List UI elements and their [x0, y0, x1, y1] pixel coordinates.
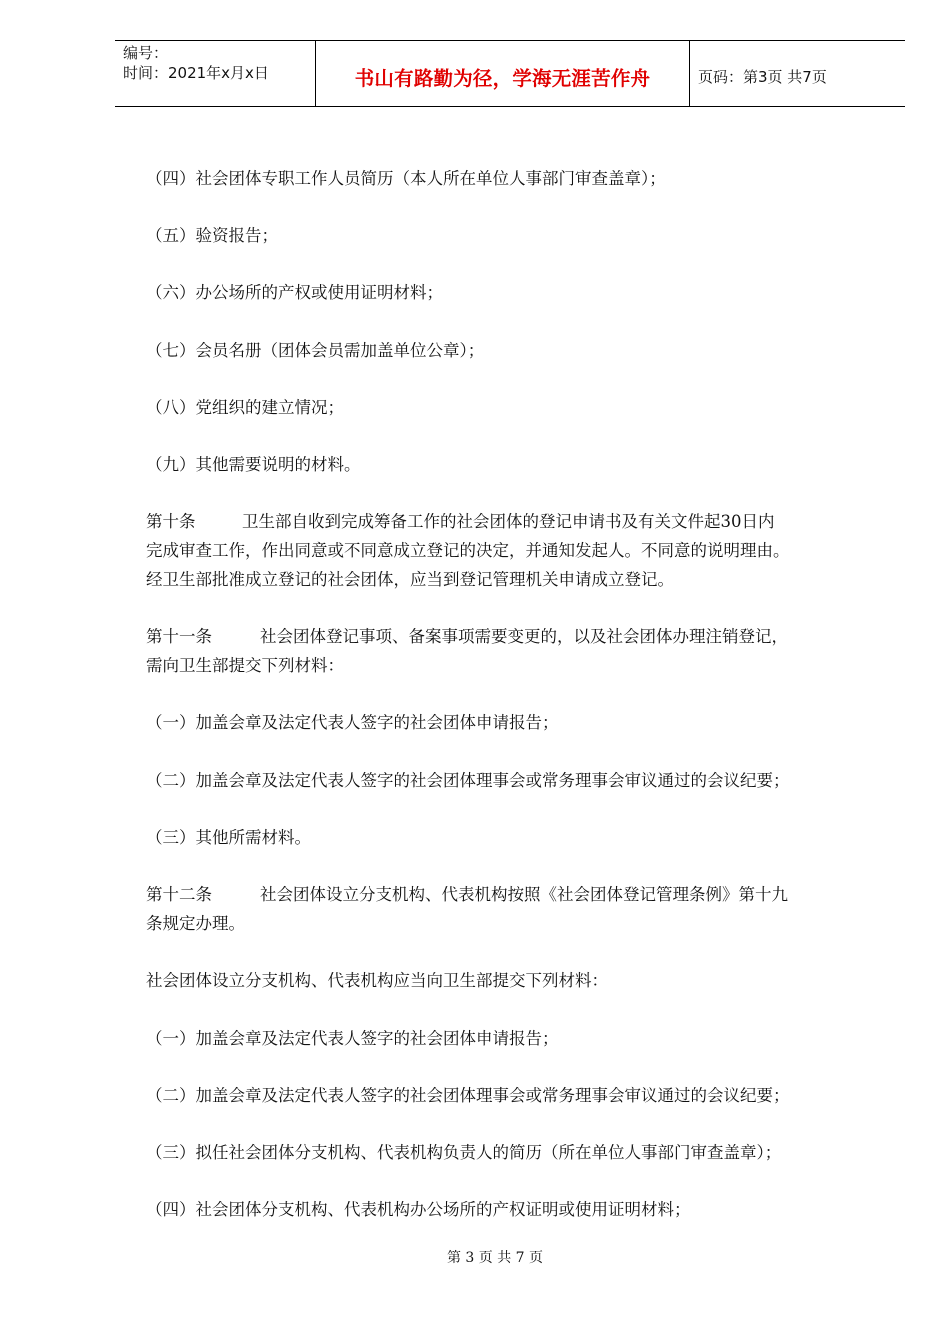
article-12-title: 第十二条 [146, 885, 212, 904]
article-10-line-1 [146, 511, 775, 533]
branch-item-2: （二）加盖会章及法定代表人签字的社会团体理事会或常务理事会审议通过的会议纪要； [146, 1086, 790, 1105]
item-6-office-proof: （六）办公场所的产权或使用证明材料； [146, 283, 443, 302]
branch-item-1: （一）加盖会章及法定代表人签字的社会团体申请报告； [146, 1029, 559, 1048]
item-4-staff-resume: （四）社会团体专职工作人员简历（本人所在单位人事部门审查盖章）； [146, 169, 666, 188]
item-5-capital-report: （五）验资报告； [146, 226, 278, 245]
header-motto-cell [315, 41, 690, 106]
article-11-line-2: 需向卫生部提交下列材料： [146, 656, 344, 675]
article-10-line-3: 经卫生部批准成立登记的社会团体，应当到登记管理机关申请成立登记。 [146, 570, 674, 589]
item-7-member-list: （七）会员名册（团体会员需加盖单位公章）； [146, 341, 485, 360]
branch-item-4: （四）社会团体分支机构、代表机构办公场所的产权证明或使用证明材料； [146, 1200, 691, 1219]
article-10-line-2: 完成审查工作，作出同意或不同意成立登记的决定，并通知发起人。不同意的说明理由。 [146, 541, 790, 560]
page-header [115, 40, 905, 107]
article-12-text-1: 社会团体设立分支机构、代表机构按照《社会团体登记管理条例》第十九 [260, 885, 788, 904]
change-item-1: （一）加盖会章及法定代表人签字的社会团体申请报告； [146, 713, 559, 732]
article-11-title: 第十一条 [146, 627, 212, 646]
page-footer: 第 3 页 共 7 页 [446, 1250, 544, 1266]
branch-item-3: （三）拟任社会团体分支机构、代表机构负责人的简历（所在单位人事部门审查盖章）； [146, 1143, 782, 1162]
change-item-2: （二）加盖会章及法定代表人签字的社会团体理事会或常务理事会审议通过的会议纪要； [146, 771, 790, 790]
header-number: 编号： [123, 44, 169, 62]
article-11-line-1 [146, 626, 788, 648]
change-item-3: （三）其他所需材料。 [146, 828, 311, 847]
header-time: 时间：2021年x月x日 [123, 64, 269, 82]
header-info [123, 43, 315, 83]
item-9-other: （九）其他需要说明的材料。 [146, 455, 361, 474]
article-10-text-1: 卫生部自收到完成筹备工作的社会团体的登记申请书及有关文件起30日内 [242, 512, 775, 531]
article-12-line-2: 条规定办理。 [146, 914, 245, 933]
article-10-title: 第十条 [146, 512, 196, 531]
article-12-line-1 [146, 884, 788, 906]
header-motto: 书山有路勤为径，学海无涯苦作舟 [354, 67, 651, 90]
header-page-number: 页码：第3页 共7页 [698, 68, 827, 86]
branch-intro: 社会团体设立分支机构、代表机构应当向卫生部提交下列材料： [146, 971, 608, 990]
article-11-text-1: 社会团体登记事项、备案事项需要变更的，以及社会团体办理注销登记， [260, 627, 788, 646]
item-8-party-org: （八）党组织的建立情况； [146, 398, 344, 417]
